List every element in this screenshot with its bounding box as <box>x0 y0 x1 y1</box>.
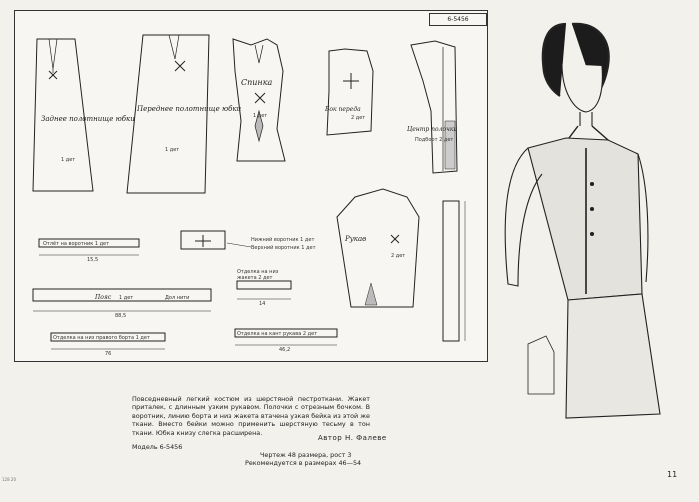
jacket-hem-strip <box>237 281 291 289</box>
jacket-hem-note: Отделка на низ <box>237 269 279 275</box>
upper-collar-note: Верхний воротник 1 дет <box>251 245 316 251</box>
side-front-piece <box>327 49 373 135</box>
pattern-drawing <box>15 11 487 361</box>
recommended-sizes: Рекомендуется в размерах 46—54 <box>245 459 362 467</box>
belt-note: Дол нити <box>165 295 190 301</box>
front-skirt-qty: 1 дет <box>165 147 180 153</box>
page-number: 11 <box>667 470 678 479</box>
description <box>132 395 370 437</box>
back-qty: 1 дет <box>253 113 268 119</box>
hem-strip-label: Отделка на низ правого борта 1 дет <box>53 335 150 341</box>
facing-strip-piece <box>443 201 459 341</box>
measure-hem-strip: 76 <box>105 351 112 357</box>
sleeve-qty: 2 дет <box>391 253 406 259</box>
front-skirt-label: Переднее полотнище юбки <box>137 105 242 113</box>
front-facing-label: Подборт 2 дет <box>415 137 454 143</box>
pattern-size: Чертеж 48 размера, рост 3 <box>260 451 352 459</box>
back-label: Спинка <box>241 78 273 87</box>
sleeve-strip-label: Отделка на кант рукава 2 дет <box>237 331 318 337</box>
sleeve-piece <box>337 189 419 307</box>
belt-qty: 1 дет <box>119 295 134 301</box>
pattern-sheet <box>14 10 488 362</box>
margin-tag: 128 20 <box>2 477 16 482</box>
model-number: Модель 6-5456 <box>132 443 183 451</box>
author: Автор Н. Фалеве <box>318 434 387 442</box>
sheet-code: 6-5456 <box>429 13 487 26</box>
lower-collar-note: Нижний воротник 1 дет <box>251 237 315 243</box>
back-skirt-label: Заднее полотнище юбки <box>41 115 135 123</box>
collar-strip-label: Отлёт на воротник 1 дет <box>43 241 110 247</box>
measure-belt: 88,5 <box>115 313 127 319</box>
back-piece <box>233 39 285 161</box>
sleeve-label: Рукав <box>345 235 367 243</box>
measure-jacket-hem: 14 <box>259 301 266 307</box>
side-front-label: Бок переда <box>325 106 361 113</box>
measure-collar-strip: 15,5 <box>87 257 99 263</box>
belt-label: Пояс <box>95 294 112 301</box>
front-center-label: Центр полочки <box>407 126 458 133</box>
back-skirt-qty: 1 дет <box>61 157 76 163</box>
front-skirt-piece <box>127 35 209 193</box>
description-text: Повседневный легкий костюм из шерстяной пестроткани. Жакет приталек, с длинным узким рукавом. Полочки с отрезным бочком. В воротник, линию борта и низ жакета втачена узкая бейка из этой же ткани. Вместо бейки можно применить шерстяную тесьму в тон ткани. Юбка книзу слегка расширена. <box>132 395 370 437</box>
jacket-hem-note-2: жакета 2 дет <box>237 275 273 281</box>
fashion-illustration <box>488 14 698 444</box>
measure-sleeve-strip: 46,2 <box>279 347 291 353</box>
side-front-qty: 2 дет <box>351 115 366 121</box>
